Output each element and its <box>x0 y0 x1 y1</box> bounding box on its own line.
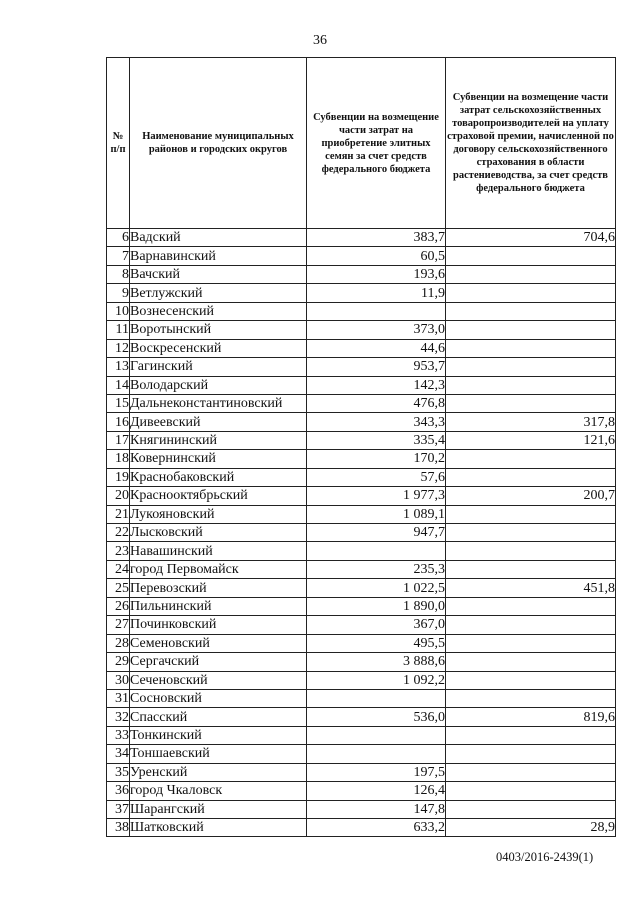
table-row <box>107 468 616 486</box>
insurance-value <box>446 358 616 376</box>
table-row <box>107 597 616 615</box>
row-number: 37 <box>107 800 130 818</box>
row-number: 14 <box>107 376 130 394</box>
table-row <box>107 302 616 320</box>
table-row <box>107 819 616 837</box>
insurance-value <box>446 726 616 744</box>
insurance-value <box>446 505 616 523</box>
elite-seeds-value: 235,3 <box>307 560 446 578</box>
district-name: Краснооктябрьский <box>130 487 307 505</box>
elite-seeds-value: 476,8 <box>307 394 446 412</box>
row-number: 29 <box>107 653 130 671</box>
row-number: 11 <box>107 321 130 339</box>
insurance-value <box>446 542 616 560</box>
insurance-value <box>446 616 616 634</box>
header-insurance: Субвенции на возмещение части затрат сельскохозяйственных товаропроизводителей на уплату страховой премии, начисленной по договору сельскохозяйственного страхования в области растениеводства, за счет средств федерального бюджета <box>446 58 616 229</box>
table-row <box>107 247 616 265</box>
table-row <box>107 653 616 671</box>
elite-seeds-value <box>307 302 446 320</box>
table-row <box>107 505 616 523</box>
district-name: Вознесенский <box>130 302 307 320</box>
district-name: Сосновский <box>130 689 307 707</box>
row-number: 24 <box>107 560 130 578</box>
insurance-value <box>446 745 616 763</box>
district-name: Шатковский <box>130 819 307 837</box>
header-num: № п/п <box>107 58 130 229</box>
elite-seeds-value: 536,0 <box>307 708 446 726</box>
district-name: Володарский <box>130 376 307 394</box>
insurance-value <box>446 376 616 394</box>
row-number: 25 <box>107 579 130 597</box>
table-row <box>107 689 616 707</box>
table-row <box>107 560 616 578</box>
table-row <box>107 579 616 597</box>
table-row <box>107 763 616 781</box>
district-name: Гагинский <box>130 358 307 376</box>
table-row <box>107 616 616 634</box>
insurance-value <box>446 524 616 542</box>
row-number: 30 <box>107 671 130 689</box>
district-name: Семеновский <box>130 634 307 652</box>
row-number: 16 <box>107 413 130 431</box>
elite-seeds-value: 495,5 <box>307 634 446 652</box>
table-row <box>107 413 616 431</box>
table-row <box>107 431 616 449</box>
insurance-value <box>446 339 616 357</box>
district-name: Вадский <box>130 229 307 247</box>
district-name: Ветлужский <box>130 284 307 302</box>
row-number: 9 <box>107 284 130 302</box>
table-row <box>107 726 616 744</box>
table-row <box>107 450 616 468</box>
elite-seeds-value: 147,8 <box>307 800 446 818</box>
elite-seeds-value: 1 890,0 <box>307 597 446 615</box>
header-elite-seeds: Субвенции на возмещение части затрат на приобретение элитных семян за счет средств федерального бюджета <box>307 58 446 229</box>
elite-seeds-value: 193,6 <box>307 265 446 283</box>
insurance-value: 28,9 <box>446 819 616 837</box>
insurance-value <box>446 653 616 671</box>
elite-seeds-value: 1 022,5 <box>307 579 446 597</box>
district-name: Варнавинский <box>130 247 307 265</box>
elite-seeds-value: 1 092,2 <box>307 671 446 689</box>
table-row <box>107 376 616 394</box>
district-name: Шарангский <box>130 800 307 818</box>
district-name: Воскресенский <box>130 339 307 357</box>
elite-seeds-value: 373,0 <box>307 321 446 339</box>
table-body <box>107 229 616 837</box>
insurance-value <box>446 247 616 265</box>
district-name: Уренский <box>130 763 307 781</box>
row-number: 18 <box>107 450 130 468</box>
table-row <box>107 800 616 818</box>
subsidy-table <box>106 57 616 837</box>
insurance-value <box>446 671 616 689</box>
row-number: 22 <box>107 524 130 542</box>
district-name: Дивеевский <box>130 413 307 431</box>
elite-seeds-value: 142,3 <box>307 376 446 394</box>
elite-seeds-value: 1 977,3 <box>307 487 446 505</box>
table-row <box>107 542 616 560</box>
district-name: Пильнинский <box>130 597 307 615</box>
row-number: 26 <box>107 597 130 615</box>
elite-seeds-value: 126,4 <box>307 782 446 800</box>
row-number: 13 <box>107 358 130 376</box>
elite-seeds-value: 1 089,1 <box>307 505 446 523</box>
table-row <box>107 284 616 302</box>
table-row <box>107 265 616 283</box>
elite-seeds-value: 170,2 <box>307 450 446 468</box>
district-name: Воротынский <box>130 321 307 339</box>
district-name: Навашинский <box>130 542 307 560</box>
table-header-row <box>107 58 616 229</box>
elite-seeds-value: 947,7 <box>307 524 446 542</box>
insurance-value <box>446 763 616 781</box>
insurance-value <box>446 284 616 302</box>
elite-seeds-value: 343,3 <box>307 413 446 431</box>
table-row <box>107 671 616 689</box>
page-number: 36 <box>313 33 327 48</box>
row-number: 6 <box>107 229 130 247</box>
district-name: Спасский <box>130 708 307 726</box>
row-number: 12 <box>107 339 130 357</box>
elite-seeds-value: 335,4 <box>307 431 446 449</box>
table-row <box>107 745 616 763</box>
insurance-value: 317,8 <box>446 413 616 431</box>
insurance-value <box>446 265 616 283</box>
district-name: город Чкаловск <box>130 782 307 800</box>
row-number: 8 <box>107 265 130 283</box>
insurance-value: 121,6 <box>446 431 616 449</box>
row-number: 19 <box>107 468 130 486</box>
elite-seeds-value: 953,7 <box>307 358 446 376</box>
district-name: город Первомайск <box>130 560 307 578</box>
insurance-value: 200,7 <box>446 487 616 505</box>
district-name: Перевозский <box>130 579 307 597</box>
elite-seeds-value: 57,6 <box>307 468 446 486</box>
district-name: Ковернинский <box>130 450 307 468</box>
insurance-value <box>446 394 616 412</box>
row-number: 27 <box>107 616 130 634</box>
elite-seeds-value: 383,7 <box>307 229 446 247</box>
header-name: Наименование муниципальных районов и городских округов <box>130 58 307 229</box>
insurance-value: 704,6 <box>446 229 616 247</box>
row-number: 20 <box>107 487 130 505</box>
row-number: 33 <box>107 726 130 744</box>
row-number: 10 <box>107 302 130 320</box>
district-name: Лукояновский <box>130 505 307 523</box>
insurance-value <box>446 800 616 818</box>
district-name: Сеченовский <box>130 671 307 689</box>
row-number: 23 <box>107 542 130 560</box>
district-name: Сергачский <box>130 653 307 671</box>
table-row <box>107 394 616 412</box>
elite-seeds-value: 197,5 <box>307 763 446 781</box>
table-row <box>107 782 616 800</box>
document-code: 0403/2016-2439(1) <box>496 850 594 864</box>
row-number: 28 <box>107 634 130 652</box>
district-name: Вачский <box>130 265 307 283</box>
elite-seeds-value <box>307 542 446 560</box>
elite-seeds-value: 11,9 <box>307 284 446 302</box>
insurance-value <box>446 450 616 468</box>
row-number: 31 <box>107 689 130 707</box>
row-number: 36 <box>107 782 130 800</box>
insurance-value <box>446 782 616 800</box>
insurance-value <box>446 634 616 652</box>
row-number: 7 <box>107 247 130 265</box>
table-row <box>107 358 616 376</box>
row-number: 34 <box>107 745 130 763</box>
insurance-value <box>446 468 616 486</box>
district-name: Тонкинский <box>130 726 307 744</box>
insurance-value <box>446 560 616 578</box>
table-row <box>107 708 616 726</box>
insurance-value <box>446 597 616 615</box>
insurance-value <box>446 302 616 320</box>
district-name: Лысковский <box>130 524 307 542</box>
elite-seeds-value: 367,0 <box>307 616 446 634</box>
row-number: 32 <box>107 708 130 726</box>
district-name: Княгининский <box>130 431 307 449</box>
elite-seeds-value <box>307 726 446 744</box>
row-number: 38 <box>107 819 130 837</box>
row-number: 35 <box>107 763 130 781</box>
row-number: 21 <box>107 505 130 523</box>
row-number: 17 <box>107 431 130 449</box>
table-row <box>107 339 616 357</box>
table-row <box>107 229 616 247</box>
table-row <box>107 321 616 339</box>
insurance-value <box>446 321 616 339</box>
district-name: Дальнеконстантиновский <box>130 394 307 412</box>
elite-seeds-value <box>307 745 446 763</box>
row-number: 15 <box>107 394 130 412</box>
table-row <box>107 634 616 652</box>
insurance-value: 451,8 <box>446 579 616 597</box>
insurance-value <box>446 689 616 707</box>
district-name: Тоншаевский <box>130 745 307 763</box>
elite-seeds-value: 44,6 <box>307 339 446 357</box>
district-name: Краснобаковский <box>130 468 307 486</box>
elite-seeds-value: 3 888,6 <box>307 653 446 671</box>
elite-seeds-value: 60,5 <box>307 247 446 265</box>
table-row <box>107 524 616 542</box>
insurance-value: 819,6 <box>446 708 616 726</box>
district-name: Починковский <box>130 616 307 634</box>
elite-seeds-value <box>307 689 446 707</box>
table-row <box>107 487 616 505</box>
elite-seeds-value: 633,2 <box>307 819 446 837</box>
